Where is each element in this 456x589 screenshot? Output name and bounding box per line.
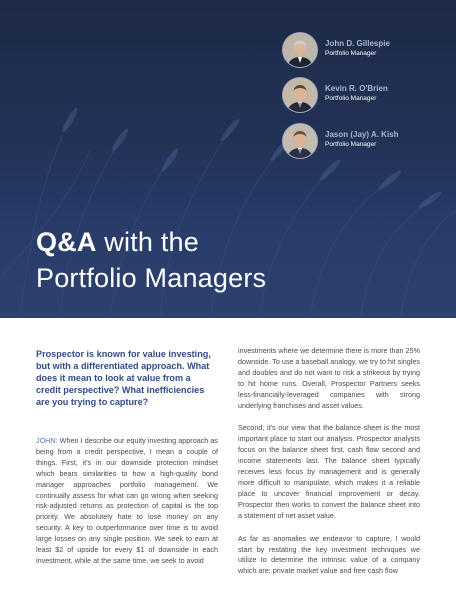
answer-paragraph: investments where we determine there is more than 25% downside. To use a baseball analogy, we try to hit singles and doubles and do not want to risk a strikeout by trying to hit home runs. Overall, Prospector Partners seeks less-financially-leveraged companies with strong underlying franchises and asset values. (238, 346, 420, 410)
answer-text-left: When I describe our equity investing approach as being from a credit perspective, I mean a couple of things. First, it's in our downside protection mindset which bears similarities to how a high-quality bond manager approaches portfolio management. We continually assess for what can go wrong when seeking risk-adjusted returns as protection of capital is the top priority. We absolutely hate to lose money on any security. A key to outperformance over time is to avoid large losses on any single position. We seek to earn at least $2 of upside for every $1 of downside in each investment, while at the same time, we seek to avoid (36, 436, 218, 565)
avatar (282, 123, 318, 159)
manager-name: John D. Gillespie (325, 39, 390, 48)
manager-card (282, 77, 456, 113)
title-qa: Q&A (36, 227, 97, 257)
answer-paragraph: Second, it's our view that the balance sheet is the most important place to start our analysis. Prospector analysts focus on the balance sheet first, cash flow second and income statements last. The balance sheet typically receives less focus by management and is generally more difficult to manipulate, which makes it a reliable place to uncover financial improvement or decay. Prospector then works to convert the balance sheet into a statement of net asset value. (238, 423, 420, 520)
question-heading: Prospector is known for value investing, but with a differentiated approach. What does it mean to look at value from a credit perspective? What inefficiencies are you trying to capture? (36, 349, 211, 408)
answer-paragraph: As far as anomalies we endeavor to capture, I would start by restating the key investment techniques we utilize to determine the intrinsic value of a company which are: private market value and free cash flow (238, 533, 420, 576)
manager-card (282, 123, 456, 159)
title-line2: Portfolio Managers (36, 263, 267, 293)
answer-right-column (238, 346, 420, 589)
manager-name: Jason (Jay) A. Kish (325, 130, 399, 139)
manager-card (282, 32, 456, 68)
manager-name: Kevin R. O'Brien (325, 84, 388, 93)
manager-title: Portfolio Manager (325, 50, 377, 57)
answer-left-column (36, 436, 218, 579)
speaker-label: JOHN: (36, 436, 58, 445)
manager-title: Portfolio Manager (325, 141, 377, 148)
manager-title: Portfolio Manager (325, 95, 377, 102)
avatar (282, 32, 318, 68)
page-title (36, 224, 266, 296)
avatar (282, 77, 318, 113)
title-line1-rest: with the (96, 227, 199, 257)
